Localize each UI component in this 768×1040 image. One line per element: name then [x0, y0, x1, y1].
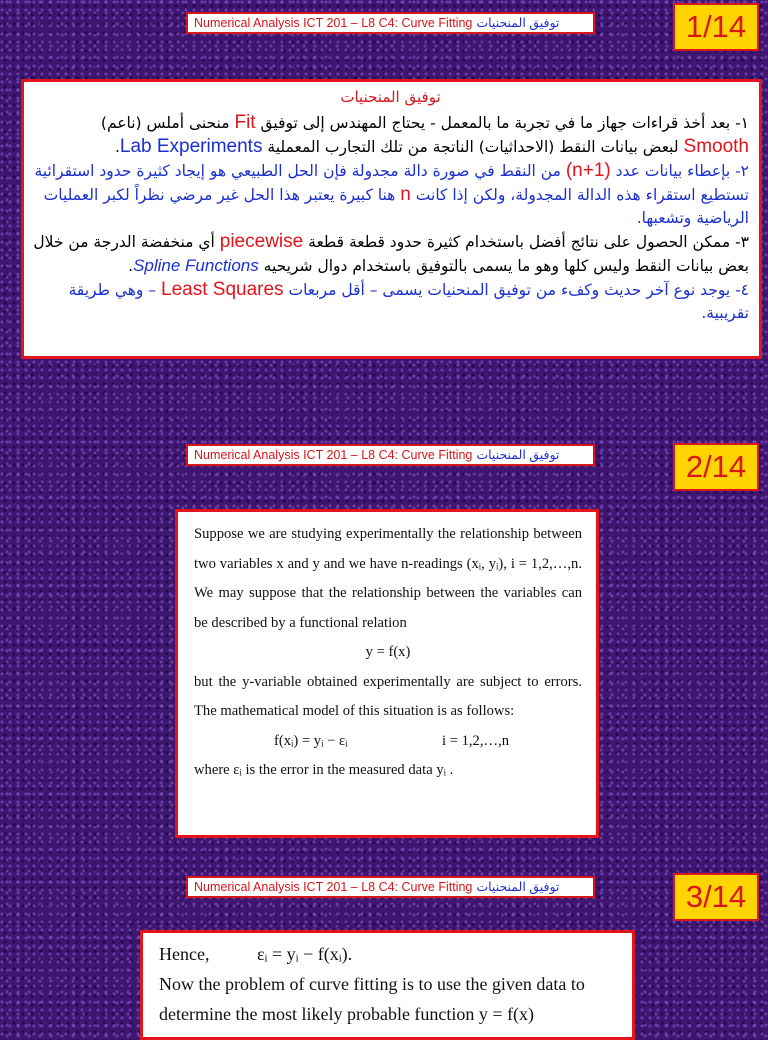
term-piecewise: piecewise: [219, 231, 304, 252]
slide-1-header: [186, 12, 595, 34]
hence-row: [159, 939, 618, 969]
slide-1-title: توفيق المنحنيات: [340, 88, 441, 106]
term-fit: Fit: [234, 112, 256, 133]
slide-1-number-badge: 1/14: [673, 3, 759, 51]
equation-row: [194, 727, 582, 757]
equation-index-range: i = 1,2,…,n: [442, 732, 510, 749]
paragraph-problem-cont: determine the most likely probable function y = f(x): [159, 1004, 535, 1024]
slide-1-content-box: [21, 79, 762, 359]
term-n-plus-1: (n+1): [565, 160, 611, 181]
slide-1-item-4: ٤- يوجد نوع آخر حديث وكفء من توفيق المنحنيات يسمى – أقل مربعات Least Squares – وهي طريقة تقريبية.: [68, 279, 749, 322]
paragraph-intro: Suppose we are studying experimentally the relationship between two variables x and y and we have n-readings (xᵢ, yᵢ), i = 1,2,…,n. We may suppose that the relationship between the variables can be described by a functional relation: [194, 526, 582, 631]
paragraph-error-definition: where εᵢ is the error in the measured data yᵢ .: [194, 762, 454, 778]
slide-2-number-badge: 2/14: [673, 443, 759, 491]
slide-1-item-3: ٣- ممكن الحصول على نتائج أفضل باستخدام كثيرة حدود قطعة قطعة piecewise أي منخفضة الدرجة من خلال بعض بيانات النقط وليس كلها وهو ما يسمى بالتوفيق باستخدام دوال شريحيه Spline Functions.: [33, 231, 749, 275]
equation-functional-relation: y = f(x): [365, 644, 411, 660]
header-arabic-text: توفيق المنحنيات: [476, 16, 560, 30]
term-smooth: Smooth: [683, 136, 749, 157]
header-arabic-text: توفيق المنحنيات: [476, 448, 560, 462]
equation-model: f(xᵢ) = yᵢ − εᵢ: [274, 732, 348, 749]
slide-3-header: [186, 876, 595, 898]
paragraph-problem: Now the problem of curve fitting is to use the given data to: [159, 974, 585, 994]
header-course-text: Numerical Analysis ICT 201 – L8 C4: Curve Fitting: [194, 16, 473, 30]
term-n: n: [400, 184, 411, 205]
header-course-text: Numerical Analysis ICT 201 – L8 C4: Curve Fitting: [194, 448, 473, 462]
paragraph-errors: but the y-variable obtained experimentally are subject to errors. The mathematical model of this situation is as follows:: [194, 673, 582, 719]
slide-3-number-badge: 3/14: [673, 873, 759, 921]
header-course-text: Numerical Analysis ICT 201 – L8 C4: Curve Fitting: [194, 880, 473, 894]
equation-error: εᵢ = yᵢ − f(xᵢ).: [257, 944, 353, 964]
term-lab-experiments: Lab Experiments: [119, 136, 263, 157]
slide-2-header: [186, 444, 595, 466]
header-arabic-text: توفيق المنحنيات: [476, 880, 560, 894]
hence-label: Hence,: [159, 944, 210, 964]
slide-2-textbook-excerpt: [175, 509, 599, 838]
slide-1-item-1: ١- بعد أخذ قراءات جهاز ما في تجربة ما بالمعمل - يحتاج المهندس إلى توفيق Fit منحنى أملس (ناعم) Smooth لبعض بيانات النقط (الاحداثيات) الناتجة من تلك التجارب المعملية Lab Experiments.: [100, 112, 749, 157]
term-spline-functions: Spline Functions: [133, 256, 259, 275]
slide-1-item-2: ٢- بإعطاء بيانات عدد (n+1) من النقط في صورة دالة مجدولة فإن الحل الطبيعي هو إيجاد كثيرة حدود استقرائية تستطيع استقراء هذه الدالة المجدولة، ولكن إذا كانت n هنا كبيرة يعتبر هذا الحل غير مرضي نظراً لكبر العمليات الرياضية وتشعبها.: [34, 160, 749, 227]
term-least-squares: Least Squares: [161, 279, 284, 300]
